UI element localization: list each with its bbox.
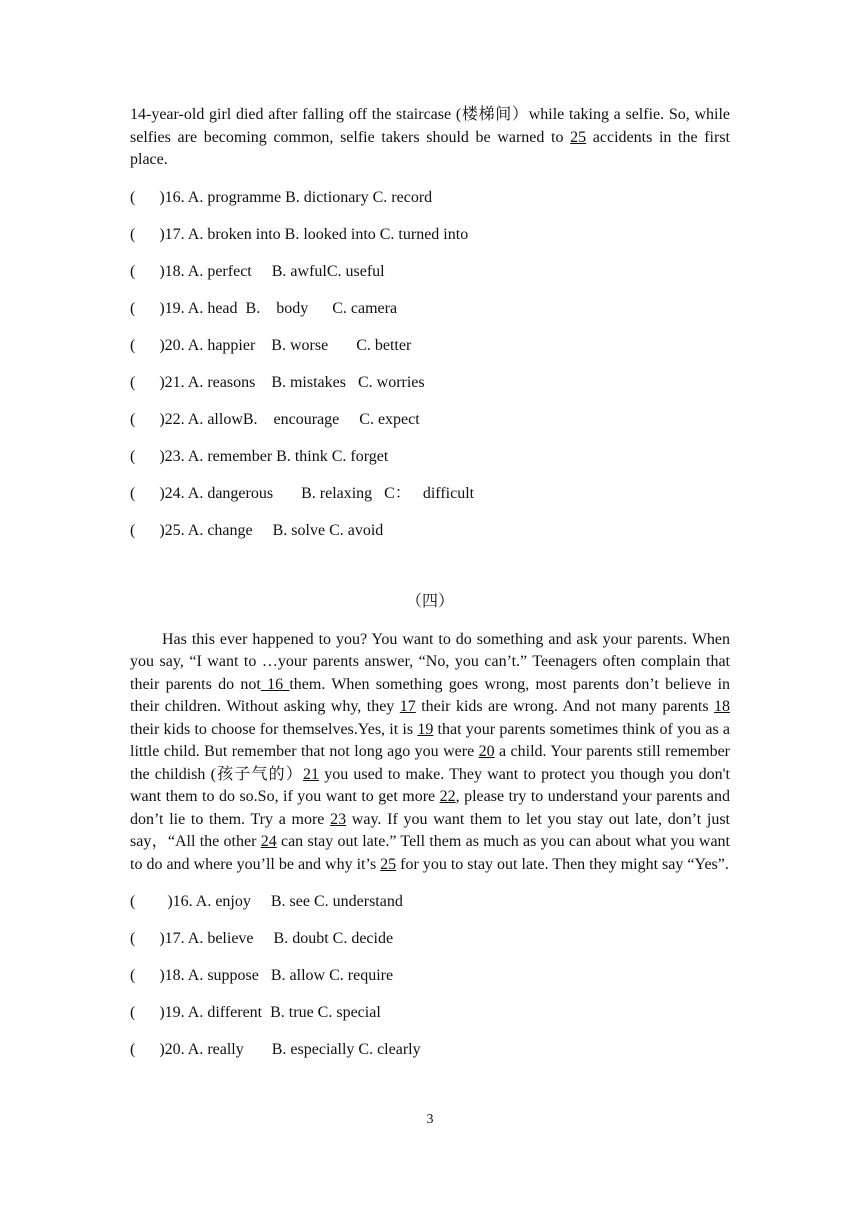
passage-text: a child. Your parents still remember the childish (孩子气的） xyxy=(130,743,731,783)
page-body xyxy=(130,104,730,1077)
blank-18: 18 xyxy=(714,698,730,715)
blank-23: 23 xyxy=(330,810,347,828)
question-item: ( )19. A. head B. body C. camera xyxy=(130,299,398,317)
question-item: ( )16. A. programme B. dictionary C. record xyxy=(130,188,433,206)
blank-17: 17 xyxy=(399,698,416,715)
question-item: ( )24. A. dangerous B. relaxing C： difficult xyxy=(130,484,475,502)
passage-3-ending xyxy=(130,104,730,172)
blank-22: 22 xyxy=(439,788,456,805)
question-item: ( )17. A. believe B. doubt C. decide xyxy=(130,930,394,947)
passage-text: can stay out late.” Tell them as much as you can about what you want to do and where you’ll be and why it’s xyxy=(130,833,730,873)
page-number: 3 xyxy=(426,1112,434,1127)
question-item: ( )21. A. reasons B. mistakes C. worries xyxy=(130,373,425,391)
question-item: ( )19. A. different B. true C. special xyxy=(130,1004,381,1021)
question-list-4 xyxy=(130,892,730,1077)
passage-text: , please try to understand your parents and don’t lie to them. Try a more xyxy=(130,788,731,828)
passage-text: way. If you want them to let you stay out late, don’t just say，“All the other xyxy=(130,810,731,850)
question-list-3 xyxy=(130,188,730,558)
passage-3-text: 14-year-old girl died after falling off the staircase (楼梯间）while taking a selfie. So, while selfies are becoming common, selfie takers should be warned to xyxy=(130,106,730,146)
question-item: ( )18. A. suppose B. allow C. require xyxy=(130,967,394,984)
blank-25: 25 xyxy=(380,855,397,873)
question-item: ( )20. A. happier B. worse C. better xyxy=(130,336,412,354)
question-item: ( )25. A. change B. solve C. avoid xyxy=(130,521,384,539)
question-item: ( )16. A. enjoy B. see C. understand xyxy=(130,893,403,910)
question-item: ( )17. A. broken into B. looked into C. turned into xyxy=(130,225,469,243)
passage-text: for you to stay out late. Then they might say “Yes”. xyxy=(396,855,729,873)
passage-text: Has this ever happened to you? You want to do something and ask your parents. When you say, “I want to …your parents answer, “No, you can’t.” Teenagers often complain that their parents do not xyxy=(130,630,730,693)
passage-text: their kids are wrong. And not many parents xyxy=(415,698,714,715)
passage-text: their kids to choose for themselves.Yes, it is xyxy=(130,720,418,738)
blank-21: 21 xyxy=(303,765,320,783)
question-item: ( )20. A. really B. especially C. clearly xyxy=(130,1041,421,1058)
question-item: ( )23. A. remember B. think C. forget xyxy=(130,447,389,465)
passage-3-text-end: accidents in the first place. xyxy=(130,128,730,168)
blank-16: 16 xyxy=(260,675,290,693)
passage-4 xyxy=(130,629,730,877)
blank-24: 24 xyxy=(260,833,277,850)
passage-text: them. When something goes wrong, most parents don’t believe in their children. Without asking why, they xyxy=(130,675,731,715)
blank-19: 19 xyxy=(417,720,434,738)
section-title: （四） xyxy=(405,592,454,610)
blank-25: 25 xyxy=(570,128,587,146)
question-item: ( )22. A. allowB. encourage C. expect xyxy=(130,410,420,428)
blank-20: 20 xyxy=(478,743,495,760)
passage-text: that your parents sometimes think of you as a little child. But remember that not long ago you were xyxy=(130,720,730,760)
passage-text: you used to make. They want to protect you though you don't want them to do so.So, if you want to get more xyxy=(130,765,731,805)
question-item: ( )18. A. perfect B. awfulC. useful xyxy=(130,262,385,280)
